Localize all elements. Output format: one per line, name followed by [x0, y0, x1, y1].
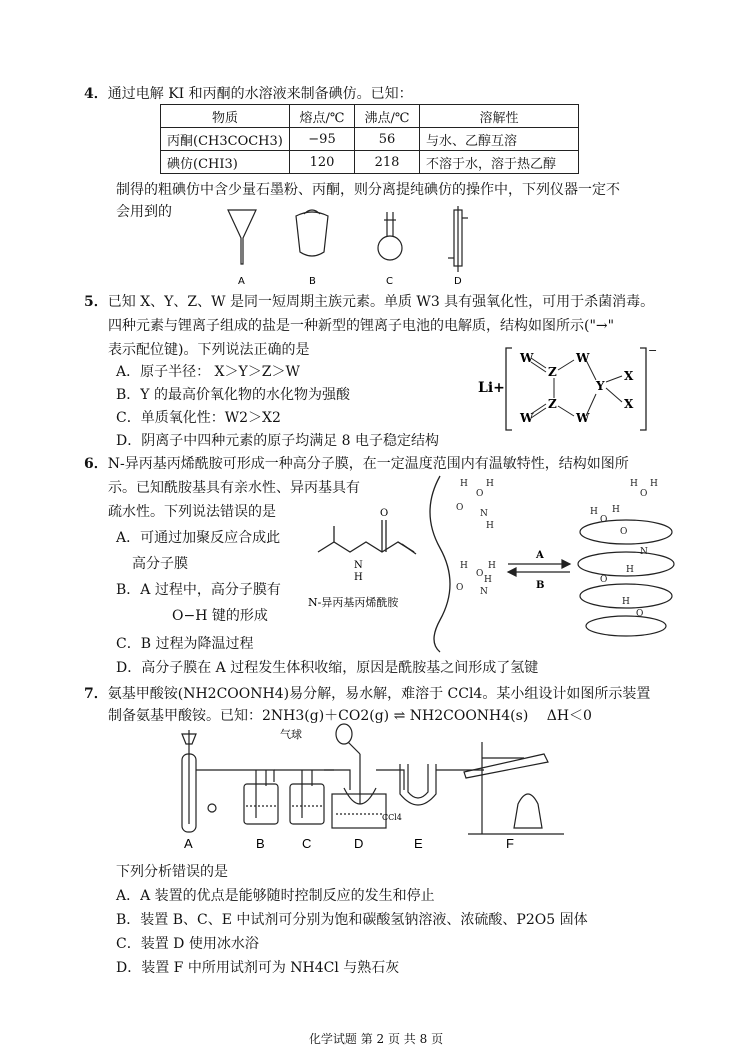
svg-text:H: H [486, 479, 494, 489]
atom: W [576, 411, 590, 425]
apparatus-label-d: D [454, 276, 462, 287]
q7-question: 下列分析错误的是 [116, 864, 228, 880]
q6-line3: 疏水性。下列说法错误的是 [108, 504, 276, 520]
apparatus-label-e: E [414, 836, 423, 851]
atom: W [520, 411, 534, 425]
svg-text:O: O [476, 489, 484, 499]
apparatus-label-a: A [184, 836, 193, 851]
q7-option-b: B．装置 B、C、E 中试剂可分别为饱和碳酸氢钠溶液、浓硫酸、P2O5 固体 [116, 912, 588, 928]
svg-text:O: O [640, 489, 648, 499]
q4-line2: 制得的粗碘仿中含少量石墨粉、丙酮，则分离提纯碘仿的操作中，下列仪器一定不 [116, 182, 620, 198]
q7-option-a: A．A 装置的优点是能够随时控制反应的发生和停止 [116, 888, 435, 904]
crucible-icon [296, 210, 328, 256]
q5-line3: 表示配位键)。下列说法正确的是 [108, 342, 310, 358]
svg-text:H: H [650, 479, 658, 489]
q6-number: 6． [84, 456, 108, 472]
polymer-chain-coiled [578, 520, 674, 636]
svg-text:O: O [620, 527, 628, 537]
li-cation: Li+ [478, 380, 505, 396]
table-cell: 丙酮(CH3COCH3) [161, 128, 290, 151]
svg-text:H: H [612, 505, 620, 515]
svg-text:O: O [456, 503, 464, 513]
svg-text:H: H [622, 597, 630, 607]
q6-option-d: D．高分子膜在 A 过程发生体积收缩，原因是酰胺基之间形成了氢键 [116, 660, 539, 676]
q6-option-b-cont: O−H 键的形成 [172, 608, 268, 624]
table-row [161, 128, 579, 151]
process-arrows [508, 560, 570, 576]
q5-line2: 四种元素与锂离子组成的盐是一种新型的锂离子电池的电解质，结构如图所示("→" [108, 318, 615, 334]
svg-text:N: N [640, 547, 648, 557]
atom: Y [596, 379, 605, 393]
svg-text:O: O [476, 569, 484, 579]
q6-line2: 示。已知酰胺基具有亲水性、异丙基具有 [108, 480, 360, 496]
svg-text:N: N [480, 509, 488, 519]
q7-number: 7． [84, 686, 108, 702]
apparatus-label-c: C [386, 276, 393, 287]
svg-text:H: H [486, 521, 494, 531]
svg-text:O: O [456, 583, 464, 593]
atom-o: O [380, 508, 389, 519]
table-header-row [161, 105, 579, 128]
atom: Z [548, 397, 557, 411]
condenser-icon [448, 206, 468, 272]
q4-stem-line [84, 84, 413, 104]
svg-text:H: H [590, 507, 598, 517]
polymer-chain-extended [430, 476, 450, 652]
svg-text:N: N [480, 587, 488, 597]
q7-option-c: C．装置 D 使用冰水浴 [116, 936, 259, 952]
page-footer: 化学试题 第 2 页 共 8 页 [308, 1032, 444, 1046]
funnel-icon [228, 210, 256, 264]
svg-text:H: H [488, 561, 496, 571]
apparatus-label-a: A [238, 276, 245, 287]
q7-option-d: D．装置 F 中所用试剂可为 NH4Cl 与熟石灰 [116, 960, 400, 976]
q6-option-c: C．B 过程为降温过程 [116, 636, 254, 652]
table-cell: 不溶于水，溶于热乙醇 [420, 151, 579, 174]
q6-polymer-figure [300, 472, 680, 652]
apparatus-label-d: D [354, 836, 364, 851]
q5-option-a: A．原子半径： X＞Y＞Z＞W [116, 364, 300, 380]
q5-option-b: B．Y 的最高价氧化物的水化物为强酸 [116, 387, 350, 403]
q5-number: 5． [84, 294, 108, 310]
arrow-label-b: B [536, 580, 545, 591]
table-cell: 120 [290, 151, 355, 174]
q4-line3: 会用到的 [116, 204, 172, 220]
arrow-label-a: A [536, 550, 544, 561]
ccl4-label: CCl4 [382, 813, 402, 822]
apparatus-c [290, 770, 324, 824]
apparatus-label-b: B [309, 276, 316, 287]
q5-line1 [84, 292, 654, 312]
svg-text:O: O [600, 575, 608, 585]
q6-text: N-异丙基丙烯酰胺可形成一种高分子膜，在一定温度范围内有温敏特性，结构如图所 [107, 456, 629, 472]
svg-text:O: O [600, 515, 608, 525]
svg-text:O: O [636, 609, 644, 619]
table-header: 熔点/℃ [290, 105, 355, 128]
table-header: 物质 [161, 105, 290, 128]
table-cell: −95 [290, 128, 355, 151]
atom: X [624, 369, 634, 383]
q4-number: 4． [84, 86, 108, 102]
apparatus-a [182, 730, 216, 832]
svg-text:H: H [484, 575, 492, 585]
table-header: 溶解性 [420, 105, 579, 128]
q5-text: 已知 X、Y、Z、W 是同一短周期主族元素。单质 W3 具有强氧化性，可用于杀菌消毒。 [107, 294, 655, 310]
table-header: 沸点/℃ [355, 105, 420, 128]
balloon-label: 气球 [280, 728, 302, 741]
svg-text:H: H [460, 479, 468, 489]
q7-line1 [84, 684, 650, 704]
q6-option-a-cont: 高分子膜 [132, 556, 188, 572]
atom-h: H [354, 572, 363, 583]
apparatus-b [244, 770, 278, 824]
atom: Z [548, 365, 557, 379]
q6-line1 [84, 454, 629, 474]
table-cell: 碘仿(CHI3) [161, 151, 290, 174]
anion-charge: − [648, 344, 658, 357]
flask-icon [378, 212, 402, 260]
atom-n: N [354, 560, 363, 571]
q7-apparatus-figure [164, 724, 574, 850]
apparatus-e [400, 764, 436, 805]
table-cell: 与水、乙醇互溶 [420, 128, 579, 151]
q4-stem: 通过电解 KI 和丙酮的水溶液来制备碘仿。已知： [107, 86, 413, 102]
apparatus-f [464, 742, 564, 834]
q7-line2: 制备氨基甲酸铵。已知：2NH3(g)＋CO2(g) ⇌ NH2COONH4(s) ΔH＜0 [108, 708, 592, 724]
q5-anion-structure [476, 344, 676, 434]
apparatus-label-c: C [302, 836, 312, 851]
table-cell: 56 [355, 128, 420, 151]
apparatus-label-b: B [256, 836, 265, 851]
atom: W [576, 351, 590, 365]
q6-option-b: B．A 过程中，高分子膜有 [116, 582, 281, 598]
svg-text:H: H [630, 479, 638, 489]
q7-text: 氨基甲酸铵(NH2COONH4)易分解，易水解，难溶于 CCl4。某小组设计如图所示装置 [107, 686, 651, 702]
apparatus-label-f: F [506, 836, 514, 851]
q4-properties-table [160, 104, 579, 174]
q5-option-c: C．单质氧化性：W2＞X2 [116, 410, 281, 426]
svg-text:H: H [460, 561, 468, 571]
table-row [161, 151, 579, 174]
table-cell: 218 [355, 151, 420, 174]
atom: X [624, 397, 634, 411]
svg-text:H: H [626, 565, 634, 575]
q4-apparatus-figure [224, 206, 484, 286]
q5-option-d: D．阴离子中四种元素的原子均满足 8 电子稳定结构 [116, 433, 440, 449]
atom: W [520, 351, 534, 365]
monomer-structure [318, 520, 416, 554]
apparatus-d [332, 724, 386, 828]
monomer-caption: N-异丙基丙烯酰胺 [308, 596, 399, 609]
q6-option-a: A．可通过加聚反应合成此 [116, 530, 281, 546]
